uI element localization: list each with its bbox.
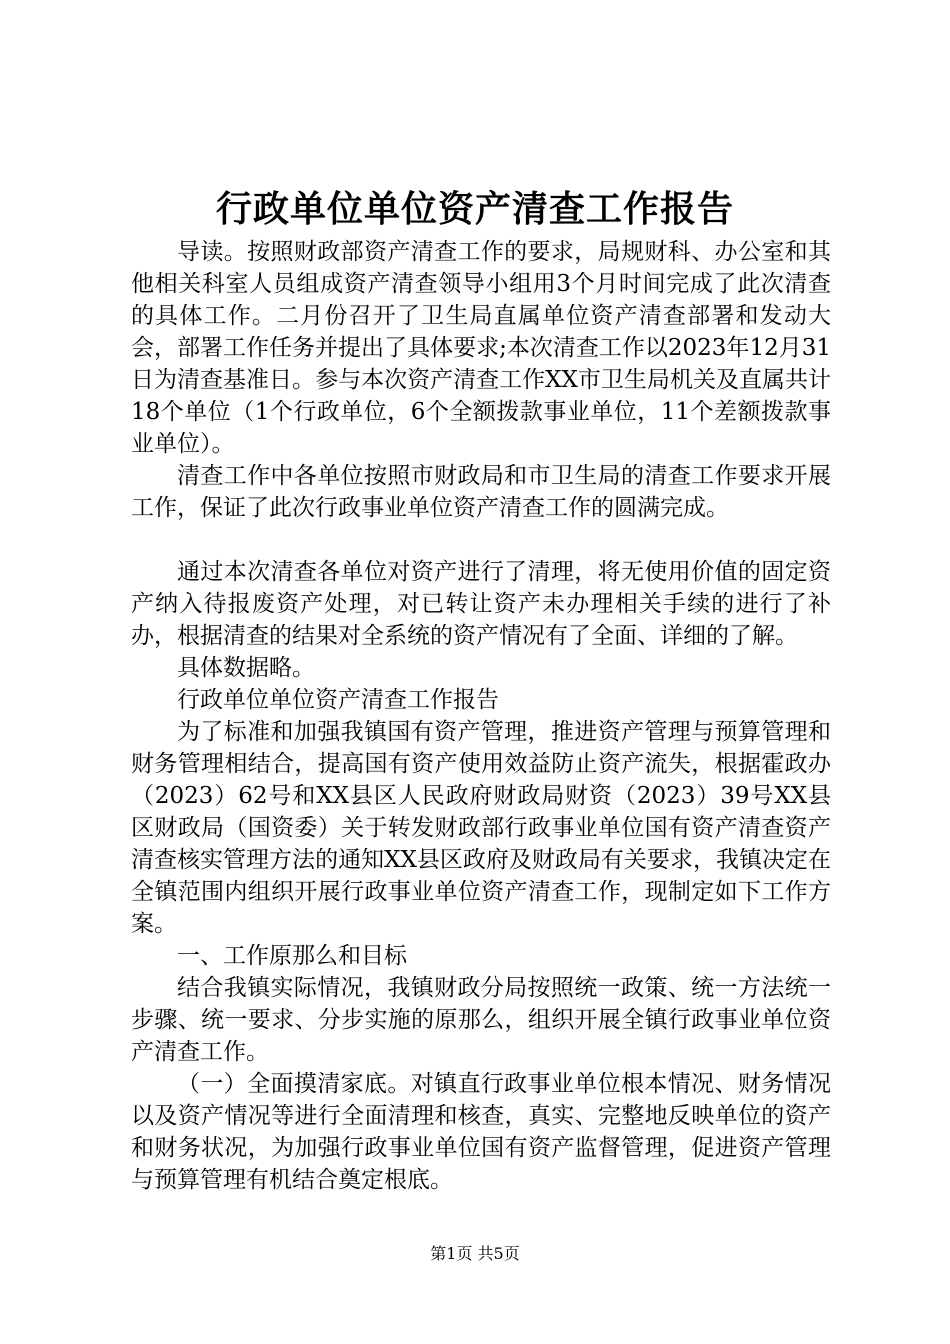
section-heading-principles: 一、工作原那么和目标 <box>177 943 407 969</box>
page-footer: 第1页 共5页 <box>430 1244 520 1263</box>
paragraph-completion: 清查工作中各单位按照市财政局和市卫生局的清查工作要求开展工作，保证了此次行政事业单位资产清查工作的圆满完成。 <box>131 463 831 521</box>
paragraph-intro: 导读。按照财政部资产清查工作的要求，局规财科、办公室和其他相关科室人员组成资产清查领导小组用3个月时间完成了此次清查的具体工作。二月份召开了卫生局直属单位资产清查部署和发动大会，部署工作任务并提出了具体要求;本次清查工作以2023年12月31日为清查基准日。参与本次资产清查工作XX市卫生局机关及直属共计18个单位（1个行政单位，6个全额拨款事业单位，11个差额拨款事业单位）。 <box>131 239 831 457</box>
paragraph-results: 通过本次清查各单位对资产进行了清理，将无使用价值的固定资产纳入待报废资产处理，对已转让资产未办理相关手续的进行了补办，根据清查的结果对全系统的资产情况有了全面、详细的了解。 <box>131 559 831 649</box>
document-title: 行政单位单位资产清查工作报告 <box>215 188 734 230</box>
paragraph-purpose: 为了标准和加强我镇国有资产管理，推进资产管理与预算管理和财务管理相结合，提高国有资产使用效益防止资产流失，根据霍政办（2023）62号和XX县区人民政府财政局财资（2023）39号XX县区财政局（国资委）关于转发财政部行政事业单位国有资产清查资产清查核实管理方法的通知XX县区政府及财政局有关要求，我镇决定在全镇范围内组织开展行政事业单位资产清查工作，现制定如下工作方案。 <box>131 719 831 937</box>
paragraph-data-omitted: 具体数据略。 <box>177 655 315 681</box>
paragraph-item-one: （一）全面摸清家底。对镇直行政事业单位根本情况、财务情况以及资产情况等进行全面清理和核查，真实、完整地反映单位的资产和财务状况，为加强行政事业单位国有资产监督管理，促进资产管理与预算管理有机结合奠定根底。 <box>131 1071 831 1193</box>
paragraph-principles: 结合我镇实际情况，我镇财政分局按照统一政策、统一方法统一步骤、统一要求、分步实施的原那么，组织开展全镇行政事业单位资产清查工作。 <box>131 975 831 1065</box>
document-body <box>131 236 831 1196</box>
paragraph-subtitle: 行政单位单位资产清查工作报告 <box>177 687 499 713</box>
